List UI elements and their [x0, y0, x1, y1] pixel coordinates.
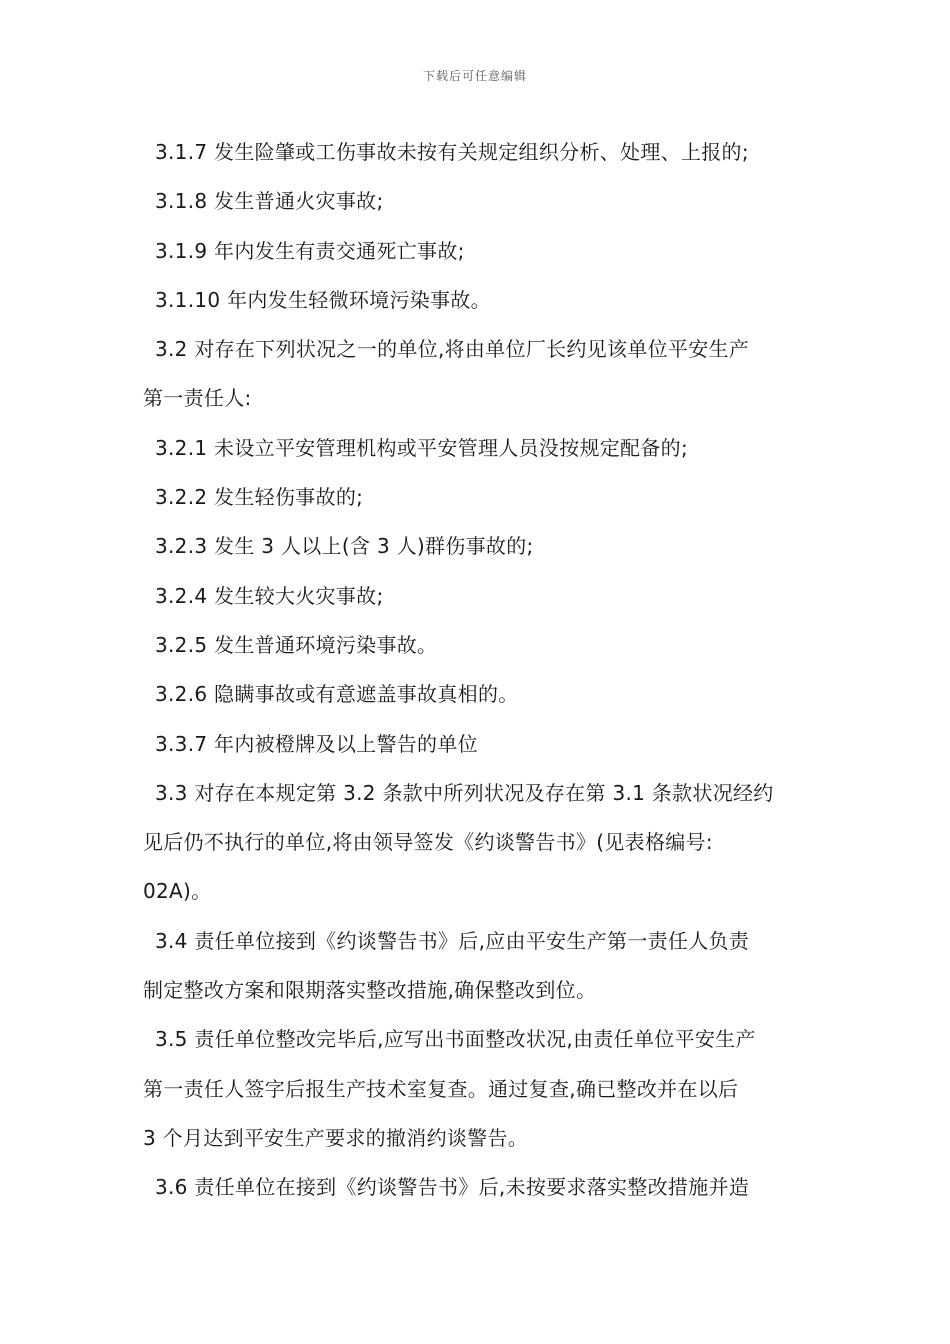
- text-line: 3.2.2 发生轻伤事故的;: [155, 485, 364, 510]
- text-line: 第一责任人签字后报生产技术室复查。通过复查,确已整改并在以后: [143, 1076, 739, 1101]
- text-line: 3.6 责任单位在接到《约谈警告书》后,未按要求落实整改措施并造: [155, 1175, 750, 1200]
- text-line: 3.2.6 隐瞒事故或有意遮盖事故真相的。: [155, 682, 519, 707]
- text-line: 3.2.3 发生 3 人以上(含 3 人)群伤事故的;: [155, 534, 534, 559]
- text-line: 制定整改方案和限期落实整改措施,确保整改到位。: [143, 978, 597, 1003]
- text-line: 3.4 责任单位接到《约谈警告书》后,应由平安生产第一责任人负责: [155, 928, 750, 953]
- text-line: 3.2.1 未设立平安管理机构或平安管理人员没按规定配备的;: [155, 435, 688, 460]
- text-line: 3.2 对存在下列状况之一的单位,将由单位厂长约见该单位平安生产: [155, 337, 750, 362]
- text-line: 第一责任人:: [143, 386, 252, 411]
- text-line: 3.2.4 发生较大火灾事故;: [155, 583, 384, 608]
- text-line: 3.1.10 年内发生轻微环境污染事故。: [155, 287, 491, 312]
- text-line: 3.1.7 发生险肇或工伤事故未按有关规定组织分析、处理、上报的;: [155, 140, 749, 164]
- text-line: 3.5 责任单位整改完毕后,应写出书面整改状况,由责任单位平安生产: [155, 1027, 756, 1052]
- text-line: 3 个月达到平安生产要求的撤消约谈警告。: [143, 1125, 529, 1150]
- page-header: 下载后可任意编辑: [422, 69, 527, 83]
- text-line: 3.1.9 年内发生有责交通死亡事故;: [155, 238, 465, 263]
- text-line: 3.3.7 年内被橙牌及以上警告的单位: [155, 731, 478, 756]
- text-line: 3.2.5 发生普通环境污染事故。: [155, 632, 438, 657]
- text-line: 见后仍不执行的单位,将由领导签发《约谈警告书》(见表格编号:: [143, 830, 713, 855]
- text-line: 3.1.8 发生普通火灾事故;: [155, 189, 384, 214]
- text-line: 02A)。: [143, 879, 212, 904]
- text-line: 3.3 对存在本规定第 3.2 条款中所列状况及存在第 3.1 条款状况经约: [155, 780, 774, 805]
- document-body: [143, 128, 813, 1213]
